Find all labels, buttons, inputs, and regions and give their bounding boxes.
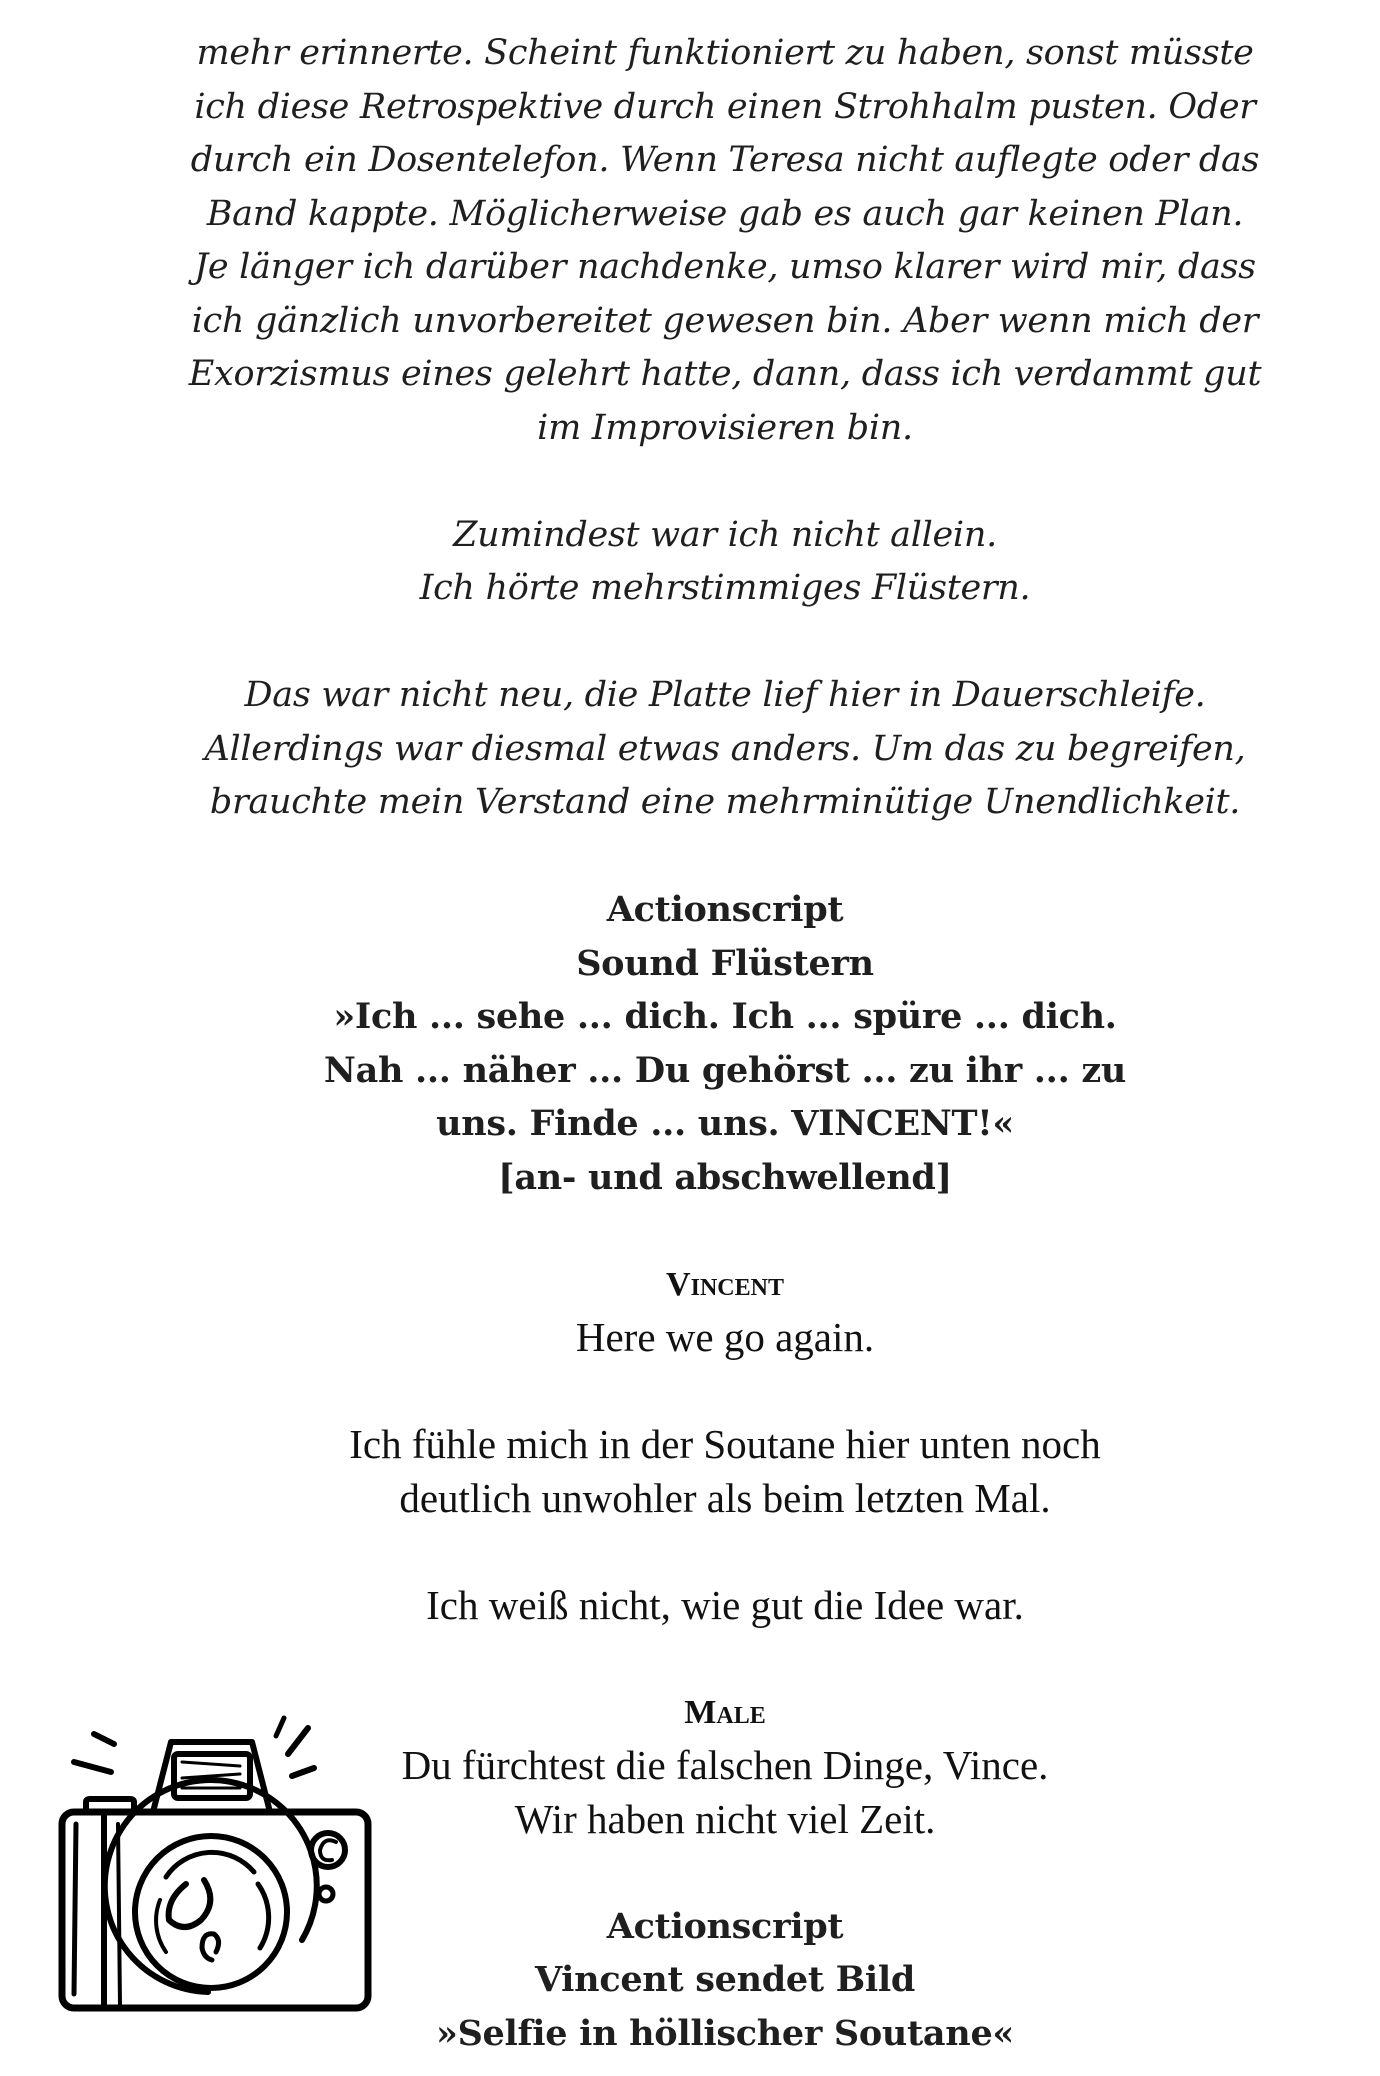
dialogue-line: Wir haben nicht viel Zeit. [514,1795,936,1842]
spacer [105,616,1345,670]
text-line: ich gänzlich unvorbereitet gewesen bin. Aber wenn mich der [191,300,1259,341]
narrative-paragraph-3 [105,669,1345,830]
actionscript-line: »Selfie in höllischer Soutane« [436,2012,1014,2054]
text-line: durch ein Dosentelefon. Wenn Teresa nicht auflegte oder das [190,140,1260,180]
text-line: Zumindest war ich nicht allein. [453,514,997,555]
text-line: Ich hörte mehrstimmiges Flüstern. [419,568,1031,608]
actionscript-line: »Ich ... sehe ... dich. Ich ... spüre ... dich. [333,996,1117,1037]
speaker-name-vincent: Vincent [666,1265,784,1303]
actionscript-line: [an- und abschwellend] [498,1156,952,1198]
spacer [245,1525,1205,1579]
dialogue-line: Here we go again. [575,1314,875,1360]
text-line: Je länger ich darüber nachdenke, umso klarer wird mir, dass [194,247,1256,287]
actionscript-heading: Actionscript [606,1905,844,1947]
text-line: ich diese Retrospektive durch einen Strohhalm pusten. Oder [194,86,1256,127]
text-line: Exorzismus eines gelehrt hatte, dann, dass ich verdammt gut [188,354,1262,394]
text-line: Band kappte. Möglicherweise gab es auch gar keinen Plan. [206,193,1244,234]
actionscript-line: Vincent sendet Bild [534,1959,916,2000]
actionscript-line: Nah ... näher ... Du gehörst ... zu ihr ... zu [323,1049,1127,1091]
dialogue-line: deutlich unwohler als beim letzten Mal. [399,1474,1051,1521]
narrative-paragraph-1 [105,27,1345,455]
text-line: Allerdings war diesmal etwas anders. Um das zu begreifen, [204,728,1246,769]
spacer [105,1632,1345,1686]
actionscript-line: uns. Finde ... uns. VINCENT!« [436,1103,1014,1144]
text-line: mehr erinnerte. Scheint funktioniert zu haben, sonst müsste [196,33,1254,73]
spacer [245,1365,1205,1419]
actionscript-heading: Actionscript [606,889,844,930]
text-line: im Improvisieren bin. [537,407,913,448]
dialogue-male [245,1739,1205,1846]
dialogue-line: Ich weiß nicht, wie gut die Idee war. [426,1581,1024,1628]
spacer [105,455,1345,509]
speaker-name-male: Male [684,1693,766,1731]
dialogue-line: Ich fühle mich in der Soutane hier unten noch [349,1421,1101,1467]
text-line: Das war nicht neu, die Platte lief hier in Dauerschleife. [244,675,1206,715]
camera-icon [56,1712,372,2016]
dialogue-vincent [245,1311,1205,1632]
actionscript-block-2 [245,1900,1205,2061]
narrative-paragraph-2 [105,509,1345,616]
text-line: brauchte mein Verstand eine mehrminütige Unendlichkeit. [209,782,1241,822]
actionscript-block-1 [245,883,1205,1204]
spacer [105,830,1345,884]
spacer [105,1204,1345,1258]
actionscript-line: Sound Flüstern [576,942,874,984]
dialogue-line: Du fürchtest die falschen Dinge, Vince. [401,1742,1049,1788]
